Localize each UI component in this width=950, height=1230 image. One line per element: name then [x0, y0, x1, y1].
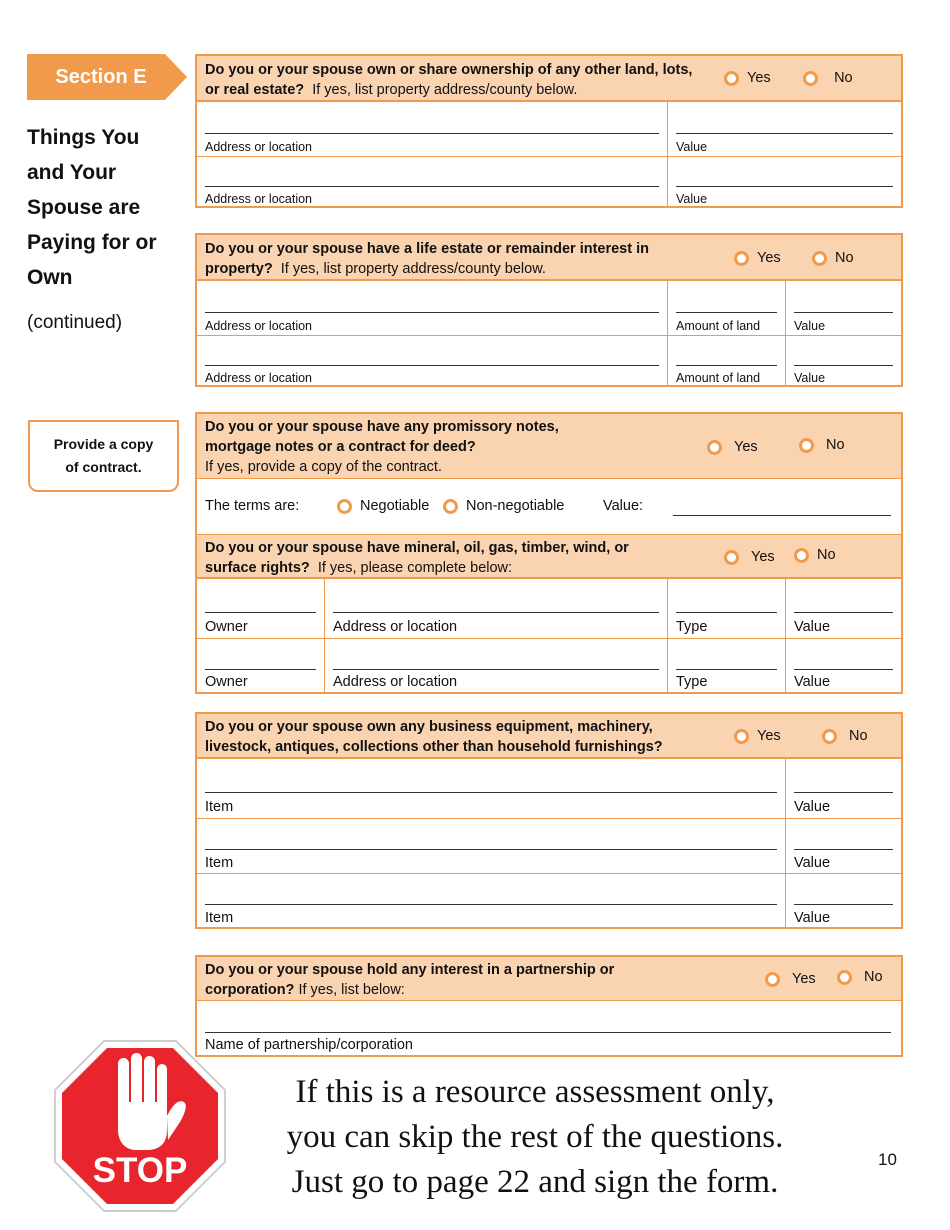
yes-radio[interactable]: Yes	[724, 68, 771, 88]
radio-circle-icon	[707, 440, 722, 455]
address-field[interactable]: Address or location	[197, 102, 667, 156]
question-text: Do you or your spouse hold any interest in a partnership or corporation? If yes, list below:	[205, 962, 615, 998]
value-field[interactable]: Value	[785, 336, 901, 387]
section-tab-label: Section E	[55, 66, 147, 88]
value-field[interactable]: Value	[785, 819, 901, 873]
no-radio[interactable]: No	[803, 68, 853, 88]
radio-circle-icon	[443, 499, 458, 514]
stop-message-line: If this is a resource assessment only,	[295, 1074, 775, 1110]
value-field[interactable]: Value	[785, 579, 901, 638]
table-row	[197, 758, 901, 818]
yes-radio[interactable]: Yes	[765, 969, 816, 989]
radio-circle-icon	[794, 548, 809, 563]
callout-line: of contract.	[65, 459, 142, 475]
question-notes-and-rights	[195, 412, 903, 694]
item-field[interactable]: Item	[197, 759, 785, 818]
value-field[interactable]: Value	[785, 874, 901, 929]
callout-line: Provide a copy	[53, 436, 154, 452]
sidebar-continued: (continued)	[27, 312, 123, 333]
question-other-land	[195, 54, 903, 208]
table-row	[197, 280, 901, 335]
question-header	[197, 235, 901, 280]
table-row	[197, 818, 901, 873]
radio-circle-icon	[724, 71, 739, 86]
radio-circle-icon	[799, 438, 814, 453]
no-radio[interactable]: No	[794, 545, 836, 565]
sidebar-title-line: Own	[27, 266, 73, 289]
contract-value-field[interactable]	[673, 515, 891, 516]
type-field[interactable]: Type	[667, 639, 785, 693]
address-field[interactable]: Address or location	[324, 639, 667, 693]
sidebar-title-line: Things You	[27, 126, 140, 149]
radio-circle-icon	[734, 729, 749, 744]
stop-message-line: Just go to page 22 and sign the form.	[291, 1164, 779, 1200]
terms-row	[197, 479, 901, 534]
item-field[interactable]: Item	[197, 819, 785, 873]
question-header	[197, 714, 901, 758]
table-row	[197, 156, 901, 208]
amount-of-land-field[interactable]: Amount of land	[667, 336, 785, 387]
non-negotiable-radio[interactable]: Non-negotiable	[443, 496, 564, 516]
radio-circle-icon	[765, 972, 780, 987]
stop-sign-icon	[54, 1040, 226, 1217]
no-radio[interactable]: No	[822, 726, 868, 746]
amount-of-land-field[interactable]: Amount of land	[667, 281, 785, 335]
table-row	[197, 335, 901, 387]
radio-circle-icon	[734, 251, 749, 266]
table-row	[197, 638, 901, 693]
owner-field[interactable]: Owner	[197, 639, 324, 693]
question-header	[197, 56, 901, 101]
no-radio[interactable]: No	[799, 435, 845, 455]
stop-sign-text: STOP	[92, 1151, 188, 1190]
value-field[interactable]: Value	[785, 281, 901, 335]
question-partnership	[195, 955, 903, 1057]
partnership-name-field[interactable]: Name of partnership/corporation	[197, 1001, 901, 1055]
value-field[interactable]: Value	[785, 759, 901, 818]
no-radio[interactable]: No	[837, 967, 883, 987]
page-number: 10	[878, 1150, 897, 1169]
question-business-equipment	[195, 712, 903, 929]
question-text: Do you or your spouse have any promissory notes, mortgage notes or a contract for deed? If yes, provide a copy of the contract.	[205, 419, 559, 475]
address-field[interactable]: Address or location	[324, 579, 667, 638]
yes-radio[interactable]: Yes	[724, 547, 775, 567]
table-row	[197, 578, 901, 638]
terms-label: The terms are:	[205, 498, 300, 514]
contract-callout	[28, 420, 179, 492]
radio-circle-icon	[803, 71, 818, 86]
question-text: Do you or your spouse own any business equipment, machinery, livestock, antiques, collections other than household furnishings?	[205, 719, 663, 755]
sidebar-title-line: Paying for or	[27, 231, 157, 254]
value-label: Value:	[603, 498, 644, 514]
sidebar-title-line: Spouse are	[27, 196, 141, 219]
address-field[interactable]: Address or location	[197, 157, 667, 208]
question-text: Do you or your spouse have a life estate or remainder interest in property? If yes, list property address/county below.	[205, 241, 649, 277]
sidebar-title-line: and Your	[27, 161, 117, 184]
radio-circle-icon	[337, 499, 352, 514]
type-field[interactable]: Type	[667, 579, 785, 638]
value-field[interactable]: Value	[667, 157, 901, 208]
radio-circle-icon	[837, 970, 852, 985]
sidebar-title	[27, 120, 192, 295]
table-row	[197, 101, 901, 156]
question-header	[197, 414, 901, 479]
no-radio[interactable]: No	[812, 248, 854, 268]
question-life-estate	[195, 233, 903, 387]
address-field[interactable]: Address or location	[197, 336, 667, 387]
stop-message	[240, 1070, 830, 1205]
item-field[interactable]: Item	[197, 874, 785, 929]
owner-field[interactable]: Owner	[197, 579, 324, 638]
table-row	[197, 873, 901, 929]
stop-message-line: you can skip the rest of the questions.	[286, 1119, 784, 1155]
value-field[interactable]: Value	[785, 639, 901, 693]
question-text: Do you or your spouse own or share ownership of any other land, lots, or real estate? If yes, list property address/county below.	[205, 62, 693, 98]
question-header	[197, 534, 901, 578]
radio-circle-icon	[822, 729, 837, 744]
section-tab	[27, 54, 187, 100]
address-field[interactable]: Address or location	[197, 281, 667, 335]
question-text: Do you or your spouse have mineral, oil, gas, timber, wind, or surface rights? If yes, please complete below:	[205, 540, 629, 576]
yes-radio[interactable]: Yes	[707, 437, 758, 457]
radio-circle-icon	[724, 550, 739, 565]
value-field[interactable]: Value	[667, 102, 901, 156]
radio-circle-icon	[812, 251, 827, 266]
question-header	[197, 957, 901, 1001]
yes-radio[interactable]: Yes	[734, 726, 781, 746]
negotiable-radio[interactable]: Negotiable	[337, 496, 429, 516]
yes-radio[interactable]: Yes	[734, 248, 781, 268]
